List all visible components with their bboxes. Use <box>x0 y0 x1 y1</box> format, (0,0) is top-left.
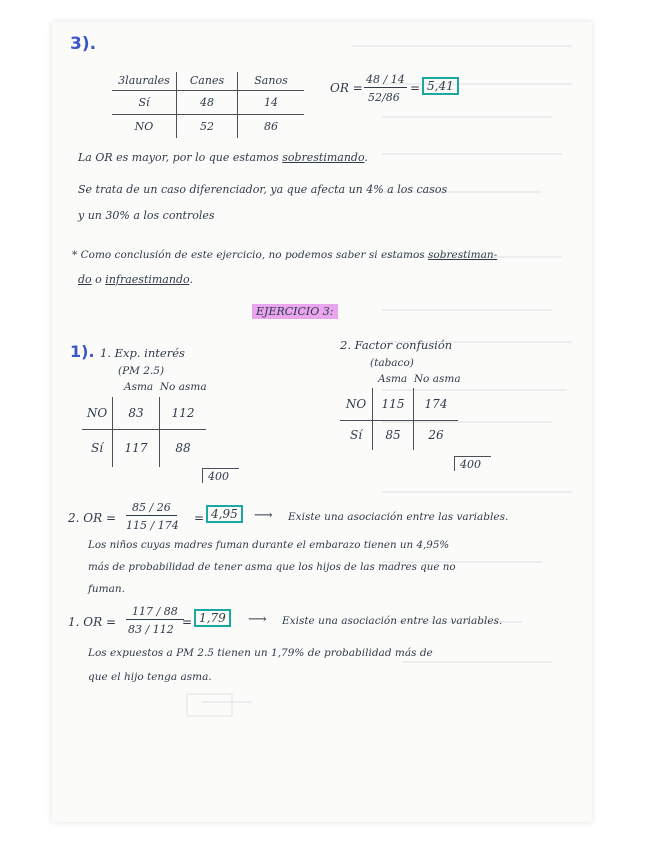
table-cell: 88 <box>160 429 207 467</box>
underlined-term: do <box>78 273 92 286</box>
calc-denominator: 83 / 112 <box>128 623 174 636</box>
table-cell: 14 <box>238 90 305 114</box>
table-cell: 48 <box>177 90 238 114</box>
underlined-term: sobrestimando <box>282 151 365 164</box>
calc-result-box: 1,79 <box>194 609 231 627</box>
table-cell: 85 <box>373 420 414 450</box>
section-number: 3). <box>70 34 97 54</box>
text-fragment: o <box>95 273 102 286</box>
calc-equals: = <box>194 511 205 525</box>
table-cell: 115 <box>373 388 414 420</box>
notebook-page <box>52 22 592 822</box>
calc-prefix: 1. OR = <box>68 615 117 629</box>
or-numerator: 48 / 14 <box>366 73 405 86</box>
text-line: Los expuestos a PM 2.5 tienen un 1,79% de probabilidad más de <box>88 647 433 659</box>
table-cell: Sí <box>82 429 113 467</box>
right-table-total: 400 <box>460 458 481 471</box>
text-line: y un 30% a los controles <box>78 209 215 222</box>
calc-result-box: 4,95 <box>206 505 243 523</box>
exposure-table <box>82 397 206 467</box>
text-line: do o infraestimando. <box>78 273 193 286</box>
table-cell: 174 <box>414 388 459 420</box>
left-table-sub: (PM 2.5) <box>118 365 165 377</box>
table-cell: 52 <box>177 114 238 138</box>
arrow-glyph: ⟶ <box>254 508 273 523</box>
right-table-label: 2. Factor confusión <box>340 338 453 352</box>
table-cell: NO <box>82 397 113 429</box>
or-equals: = <box>410 81 421 95</box>
text-line: que el hijo tenga asma. <box>88 671 212 683</box>
underlined-term: infraestimando <box>105 273 190 286</box>
right-table-col-headers: Asma No asma <box>378 373 461 385</box>
contingency-table <box>112 72 304 138</box>
left-table-total: 400 <box>208 470 229 483</box>
or-label: OR = <box>330 81 363 95</box>
section-number: 1). <box>70 342 95 361</box>
highlighted-title: EJERCICIO 3: <box>252 304 338 319</box>
table-cell: 112 <box>160 397 207 429</box>
table-cell: 83 <box>113 397 160 429</box>
exercise-title <box>252 306 338 317</box>
or-result-box: 5,41 <box>422 77 459 95</box>
confounder-table <box>340 388 458 450</box>
calc-equals: = <box>182 615 193 629</box>
calc-numerator: 117 / 88 <box>126 606 184 620</box>
right-table-sub: (tabaco) <box>370 357 414 369</box>
table-cell: 86 <box>238 114 305 138</box>
table-cell: 26 <box>414 420 459 450</box>
table-header-cell: Canes <box>177 72 238 90</box>
text-fragment: * Como conclusión de este ejercicio, no podemos saber si estamos <box>72 249 425 261</box>
table-cell: Sí <box>112 90 177 114</box>
text-line <box>72 250 497 261</box>
table-cell: 117 <box>113 429 160 467</box>
arrow-glyph: ⟶ <box>248 612 267 627</box>
calc-denominator: 115 / 174 <box>126 519 179 532</box>
text-line: Se trata de un caso diferenciador, ya que afecta un 4% a los casos <box>78 183 448 196</box>
calc-conclusion: Existe una asociación entre las variables. <box>282 615 503 627</box>
or-denominator: 52/86 <box>368 91 400 104</box>
text-fragment: La OR es mayor, por lo que estamos <box>78 151 279 164</box>
table-cell: NO <box>112 114 177 138</box>
text-line: más de probabilidad de tener asma que los hijos de las madres que no <box>88 561 456 573</box>
left-table-label: 1. Exp. interés <box>100 346 185 360</box>
table-cell: Sí <box>340 420 373 450</box>
table-cell: NO <box>340 388 373 420</box>
left-table-col-headers: Asma No asma <box>124 381 207 393</box>
calc-conclusion: Existe una asociación entre las variables. <box>288 511 509 523</box>
text-line: Los niños cuyas madres fuman durante el embarazo tienen un 4,95% <box>88 539 450 551</box>
table-header-cell: 3laurales <box>112 72 177 90</box>
calc-prefix: 2. OR = <box>68 511 117 525</box>
text-line: fuman. <box>88 583 125 595</box>
calc-numerator: 85 / 26 <box>126 502 177 516</box>
text-line: La OR es mayor, por lo que estamos sobrestimando. <box>78 151 368 164</box>
table-header-cell: Sanos <box>238 72 305 90</box>
underlined-term: sobrestiman- <box>428 249 498 261</box>
